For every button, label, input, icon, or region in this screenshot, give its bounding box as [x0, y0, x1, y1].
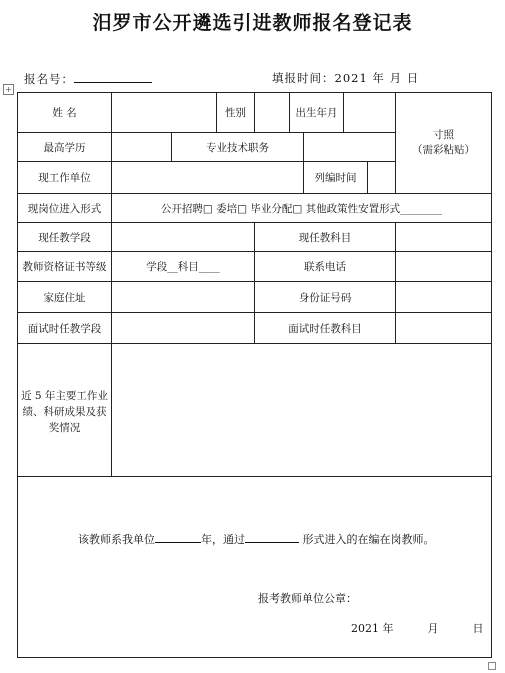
registration-number [24, 70, 152, 87]
table-move-handle-icon[interactable]: + [3, 84, 14, 95]
address-field[interactable] [112, 282, 255, 313]
date-month: 月 [427, 622, 439, 635]
entry-form-options[interactable]: 公开招聘□ 委培□ 毕业分配□ 其他政策性安置形式________ [112, 194, 492, 223]
teaching-subject-field[interactable] [396, 223, 492, 252]
interview-level-field[interactable] [112, 313, 255, 344]
teaching-level-field[interactable] [112, 223, 255, 252]
teaching-subject-label: 现任教科目 [255, 223, 396, 252]
gender-label: 性别 [217, 93, 255, 133]
id-number-field[interactable] [396, 282, 492, 313]
name-label: 姓 名 [18, 93, 112, 133]
date-year: 2021 年 [351, 622, 394, 635]
years-blank[interactable] [155, 531, 201, 543]
work-unit-label: 现工作单位 [18, 162, 112, 194]
certificate-level-field[interactable]: 学段__科目____ [112, 252, 255, 282]
unit-statement-cell [18, 477, 492, 658]
work-unit-field[interactable] [112, 162, 304, 194]
achievements-label: 近 5 年主要工作业绩、科研成果及获奖情况 [18, 344, 112, 477]
professional-title-label: 专业技术职务 [172, 133, 304, 162]
education-label: 最高学历 [18, 133, 112, 162]
fill-time: 填报时间：2021 年 月 日 [272, 71, 420, 85]
photo-box: 寸照 （需彩粘贴） [396, 93, 492, 194]
id-number-label: 身份证号码 [255, 282, 396, 313]
phone-field[interactable] [396, 252, 492, 282]
statement-text-3: 形式进入的在编在岗教师。 [302, 533, 435, 546]
statement-text-1: 该教师系我单位 [78, 533, 155, 546]
form-title: 汨罗市公开遴选引进教师报名登记表 [92, 12, 413, 34]
establishment-time-field[interactable] [368, 162, 396, 194]
professional-title-field[interactable] [304, 133, 396, 162]
birth-label: 出生年月 [290, 93, 344, 133]
phone-label: 联系电话 [255, 252, 396, 282]
establishment-time-label: 列编时间 [304, 162, 368, 194]
interview-subject-field[interactable] [396, 313, 492, 344]
seal-label: 报考教师单位公章： [258, 592, 357, 605]
registration-number-label: 报名号： [24, 72, 74, 86]
address-label: 家庭住址 [18, 282, 112, 313]
unit-statement [78, 531, 435, 547]
achievements-field[interactable] [112, 344, 492, 477]
education-field[interactable] [112, 133, 172, 162]
registration-table [17, 92, 492, 658]
statement-date [351, 620, 484, 636]
interview-subject-label: 面试时任教科目 [255, 313, 396, 344]
birth-field[interactable] [344, 93, 396, 133]
gender-field[interactable] [255, 93, 290, 133]
name-field[interactable] [112, 93, 217, 133]
date-day: 日 [472, 622, 484, 635]
certificate-level-label: 教师资格证书等级 [18, 252, 112, 282]
statement-text-2: 年，通过 [201, 533, 245, 546]
entry-form-label: 现岗位进入形式 [18, 194, 112, 223]
interview-level-label: 面试时任教学段 [18, 313, 112, 344]
registration-number-field[interactable] [74, 70, 152, 83]
table-resize-handle-icon[interactable] [488, 662, 496, 670]
entry-form-blank[interactable] [245, 531, 299, 543]
teaching-level-label: 现任教学段 [18, 223, 112, 252]
